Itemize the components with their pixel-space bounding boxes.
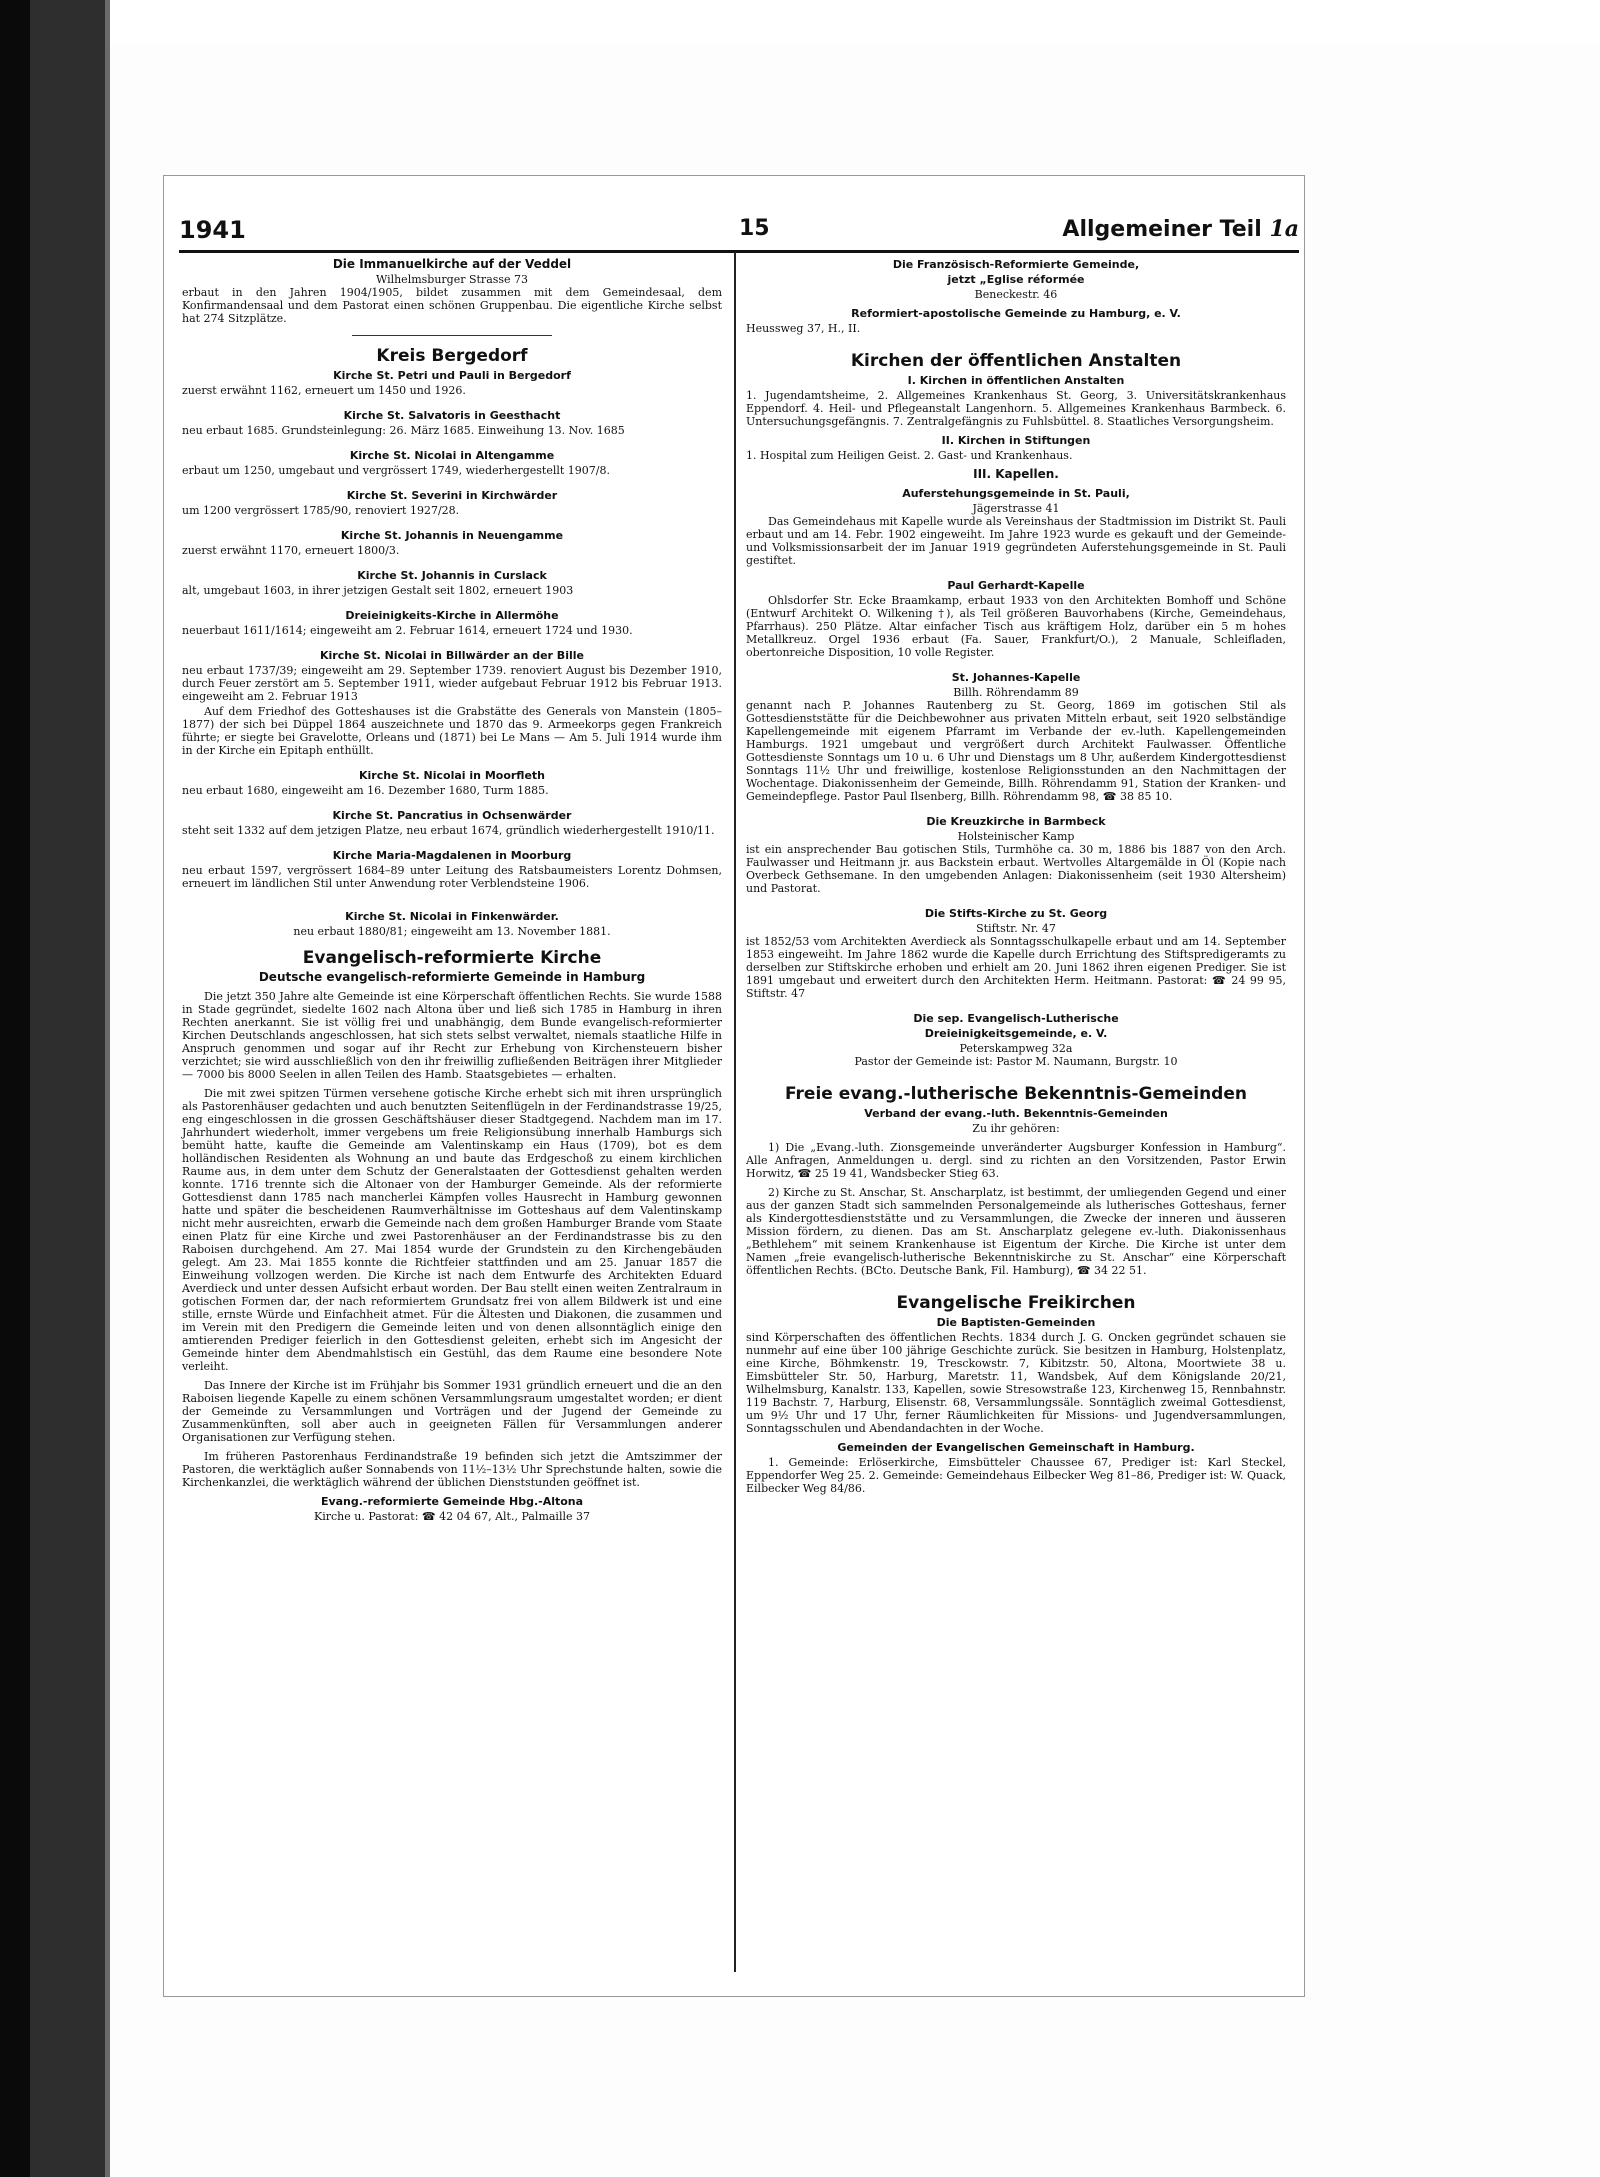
church-name: Kirche St. Severini in Kirchwärder [346, 489, 558, 502]
apost-address: Heussweg 37, H., II. [746, 322, 861, 335]
column-divider [734, 252, 736, 1972]
church-name: Kirche St. Salvatoris in Geesthacht [343, 409, 561, 422]
dreieinig-text: Pastor der Gemeinde ist: Pastor M. Naumann, Burgstr. 10 [854, 1055, 1178, 1068]
altona-title: Evang.-reformierte Gemeinde Hbg.-Altona [320, 1495, 584, 1508]
header-section: Allgemeiner Teil 1a [1062, 216, 1299, 242]
document-page [163, 175, 1305, 1997]
anstalten-s1-title: I. Kirchen in öffentlichen Anstalten [907, 374, 1125, 387]
church-text: zuerst erwähnt 1162, erneuert um 1450 und 1926. [182, 384, 466, 397]
kapelle-address: Jägerstrasse 41 [972, 502, 1060, 515]
kapelle-name: Die Stifts-Kirche zu St. Georg [924, 907, 1108, 920]
bekenntnis-subtitle: Verband der evang.-luth. Bekenntnis-Gemeinden [864, 1107, 1168, 1120]
kapelle-text: Ohlsdorfer Str. Ecke Braamkamp, erbaut 1933 von den Architekten Bomhoff und Schöne (Entwurf Architekt O. Wilkening †), als Teil größeren Bauvorhabens (Kirche, Gemeindehaus, Pfarrhaus). 250 Plätze. Altar einfacher Tisch aus kräftigem Holz, darüber ein 5 m hohes Metallkreuz. Orgel 1936 erbaut (Fa. Sauer, Frankfurt/O.), 2 Manuale, Schleifladen, obertonreiche Disposition, 10 volle Register. [746, 594, 1286, 659]
church-text: erbaut um 1250, umgebaut und vergrössert 1749, wiederhergestellt 1907/8. [182, 464, 610, 477]
anstalten-s3-title: III. Kapellen. [973, 467, 1059, 481]
franz-title: Die Französisch-Reformierte Gemeinde, [892, 258, 1140, 271]
bekenntnis-title: Freie evang.-lutherische Bekenntnis-Gemeinden [785, 1084, 1247, 1104]
church-name: Kirche St. Johannis in Neuengamme [340, 529, 564, 542]
immanuel-address: Wilhelmsburger Strasse 73 [375, 273, 529, 286]
kapelle-address: Holsteinischer Kamp [957, 830, 1075, 843]
church-text: zuerst erwähnt 1170, erneuert 1800/3. [182, 544, 400, 557]
church-name: Kirche St. Pancratius in Ochsenwärder [332, 809, 572, 822]
apost-title: Reformiert-apostolische Gemeinde zu Hamburg, e. V. [851, 307, 1181, 320]
church-text: um 1200 vergrössert 1785/90, renoviert 1927/28. [182, 504, 460, 517]
scan-dark-margin [0, 0, 30, 2177]
church-text: neu erbaut 1880/81; eingeweiht am 13. November 1881. [293, 925, 611, 938]
franz-subtitle: jetzt „Eglise réformée [947, 273, 1085, 286]
church-name: Kirche St. Petri und Pauli in Bergedorf [333, 369, 571, 382]
freikirchen-title: Evangelische Freikirchen [896, 1293, 1136, 1313]
church-text: neu erbaut 1680, eingeweiht am 16. Dezember 1680, Turm 1885. [182, 784, 549, 797]
immanuel-title: Die Immanuelkirche auf der Veddel [332, 257, 572, 271]
anstalten-s2-title: II. Kirchen in Stiftungen [941, 434, 1091, 447]
reformiert-paragraph: Die mit zwei spitzen Türmen versehene gotische Kirche erhebt sich mit ihren ursprünglich als Pastorenhäuser gedachten und auch benutzten Seitenflügeln in der Ferdinandstrasse 19/25, eng eingeschlossen in die grossen Geschäftshäuser dieser Stadtgegend. Nachdem man im 17. Jahrhundert wiederholt, immer vergebens um freie Religionsübung innerhalb Hamburgs sich bemüht hatte, kaufte die Gemeinde am Valentinskamp ein Haus (1709), bot es dem holländischen Residenten als Wohnung an und baute das Erdgeschoß zu einem kirchlichen Raume aus, in dem unter dem Schutz der Generalstaaten der Gottesdienst gehalten werden konnte. 1716 trennte sich die Altonaer von der Hamburger Gemeinde. Als der reformierte Gottesdienst dann 1785 nach mancherlei Kämpfen volles Hausrecht in Hamburg gewonnen hatte und später die bescheidenen Raumverhältnisse im Gotteshaus auf dem Valentinskamp nicht mehr ausreichten, erwarb die Gemeinde nach dem großen Hamburger Brande vom Staate einen Platz für eine Kirche und zwei Pastorenhäuser an der Ferdinandstrasse bis zu den Raboisen durchgehend. Am 27. Mai 1854 wurde der Grundstein zu den Kirchengebäuden gelegt. Am 23. Mai 1855 konnte die Richtfeier stattfinden und am 25. Januar 1857 die Einweihung vollzogen werden. Die Kirche ist nach dem Entwurfe des Architekten Eduard Averdieck und unter dessen Aufsicht erbaut worden. Der Bau stellt einen weiten Zentralraum in gotischen Formen dar, der nach reformiertem Grundsatz frei von allem Bildwerk ist und eine stille, ernste Würde und Einfachheit atmet. Für die Ältesten und Diakonen, die zusammen und im Verein mit den Predigern die Gemeinde leiten und von denen allsonntäglich einige den amtierenden Prediger feierlich in den Gottesdienst geleiten, erhebt sich im Angesicht der Gemeinde hinter dem Abendmahlstisch ein Gestühl, das dem Raume eine besondere Note verleiht. [182, 1087, 722, 1373]
dreieinig-title2: Dreieinigkeitsgemeinde, e. V. [924, 1027, 1108, 1040]
bekenntnis-item: 2) Kirche zu St. Anschar, St. Anscharplatz, ist bestimmt, der umliegenden Gegend und einer aus der ganzen Stadt sich sammelnden Personalgemeinde als lutherisches Gotteshaus, ferner als Kindergottesdienststätte und zu Versammlungen, die Zwecke der inneren und äusseren Mission fördern, zu dienen. Das am St. Anscharplatz gelegene ev.-luth. Diakonissenhaus „Bethlehem“ mit seinem Krankenhause ist Eigentum der Kirche. Die Kirche ist unter dem Namen „freie evangelisch-lutherische Bekenntniskirche zu St. Anschar“ eine Körperschaft öffentlichen Rechts. (BCto. Deutsche Bank, Fil. Hamburg), ☎ 34 22 51. [746, 1186, 1286, 1277]
franz-address: Beneckestr. 46 [974, 288, 1058, 301]
kapelle-address: Billh. Röhrendamm 89 [953, 686, 1079, 699]
church-text: neu erbaut 1685. Grundsteinlegung: 26. März 1685. Einweihung 13. Nov. 1685 [182, 424, 625, 437]
kapelle-name: Die Kreuzkirche in Barmbeck [926, 815, 1106, 828]
dreieinig-title: Die sep. Evangelisch-Lutherische [913, 1012, 1119, 1025]
reformiert-paragraph: Die jetzt 350 Jahre alte Gemeinde ist eine Körperschaft öffentlichen Rechts. Sie wurde 1588 in Stade gegründet, siedelte 1602 nach Altona über und ließ sich 1785 in Hamburg in ihren Rechten anerkannt. Sie ist völlig frei und unabhängig, dem Bunde evangelisch-reformierter Kirchen Deutschlands angeschlossen, hat sich stets selbst verwaltet, niemals staatliche Hilfe in Anspruch genommen und sogar auf ihr Recht zur Erhebung von Kirchensteuern bisher verzichtet; sie wird ausschließlich von den ihr freiwillig zufließenden Beiträgen ihrer Mitglieder — 7000 bis 8000 Seelen in allen Teilen des Hamb. Staatsgebietes — erhalten. [182, 990, 722, 1081]
baptisten-text: sind Körperschaften des öffentlichen Rechts. 1834 durch J. G. Oncken gegründet schauen sie nunmehr auf eine über 100 jährige Geschichte zurück. Sie besitzen in Hamburg, Holstenplatz, eine Kirche, Böhmkenstr. 19, Tresckowstr. 7, Kibitzstr. 50, Altona, Moortwiete 38 u. Eimsbütteler Str. 50, Harburg, Maretstr. 11, Wandsbek, Auf dem Königslande 20/21, Wilhelmsburg, Kanalstr. 133, Kapellen, sowie Stresowstraße 123, Kirchenweg 15, Rennbahnstr. 119 Bachstr. 7, Harburg, Elisenstr. 68, Versammlungssäle. Sonntäglich zweimal Gottesdienst, um 9½ Uhr und 17 Uhr, ferner Räumlichkeiten für Missions- und Jugendversammlungen, Sonntagsschulen und Abendandachten in der Woche. [746, 1331, 1286, 1435]
church-text: neu erbaut 1597, vergrössert 1684–89 unter Leitung des Ratsbaumeisters Lorentz Dohmsen, erneuert im ländlichen Stil unter Anwendung roter Verblendsteine 1906. [182, 864, 722, 890]
left-column [182, 258, 722, 1525]
kapelle-name: Auferstehungsgemeinde in St. Pauli, [902, 487, 1130, 500]
reformiert-paragraph: Im früheren Pastorenhaus Ferdinandstraße 19 befinden sich jetzt die Amtszimmer der Pastoren, die werktäglich außer Sonnabends von 11½–13½ Uhr Sprechstunde halten, sowie die Kirchenkanzlei, die werktäglich während der üblichen Dienststunden geöffnet ist. [182, 1450, 722, 1489]
baptisten-title: Die Baptisten-Gemeinden [936, 1316, 1096, 1329]
church-name: Kirche St. Nicolai in Moorfleth [358, 769, 546, 782]
reformiert-paragraph: Das Innere der Kirche ist im Frühjahr bis Sommer 1931 gründlich erneuert und die an den Raboisen liegende Kapelle zu einem schönen Versammlungsraum umgestaltet worden; er dient der Gemeinde zu Versammlungen und Vorträgen und der Jugend der Gemeinde zu Zusammenkünften, soll aber auch in geeigneten Fällen für Versammlungen anderer Organisationen zur Verfügung stehen. [182, 1379, 722, 1444]
church-text: neuerbaut 1611/1614; eingeweiht am 2. Februar 1614, erneuert 1724 und 1930. [182, 624, 633, 637]
anstalten-s2-text: 1. Hospital zum Heiligen Geist. 2. Gast- und Krankenhaus. [746, 449, 1073, 462]
immanuel-text: erbaut in den Jahren 1904/1905, bildet zusammen mit dem Gemeindesaal, dem Konfirmandensaal und dem Pastorat einen schönen Gruppenbau. Die eigentliche Kirche selbst hat 274 Sitzplätze. [182, 286, 722, 325]
separator [352, 335, 552, 336]
kapelle-address: Stiftstr. Nr. 47 [976, 922, 1056, 935]
kapelle-text: Das Gemeindehaus mit Kapelle wurde als Vereinshaus der Stadtmission im Distrikt St. Pauli erbaut und am 14. Febr. 1902 eingeweiht. Im Jahre 1923 wurde es gekauft und der Gemeinde- und Volksmissionsarbeit der im Januar 1919 gegründeten Auferstehungsgemeinde in St. Pauli gestiftet. [746, 515, 1286, 567]
bergedorf-title: Kreis Bergedorf [376, 346, 528, 366]
anstalten-title: Kirchen der öffentlichen Anstalten [850, 351, 1182, 371]
dreieinig-address: Peterskampweg 32a [959, 1042, 1073, 1055]
bekenntnis-intro: Zu ihr gehören: [972, 1122, 1060, 1135]
church-name: Kirche St. Johannis in Curslack [357, 569, 547, 582]
altona-text: Kirche u. Pastorat: ☎ 42 04 67, Alt., Palmaille 37 [314, 1510, 590, 1523]
gemeinschaft-text: 1. Gemeinde: Erlöserkirche, Eimsbütteler Chaussee 67, Prediger ist: Karl Steckel, Eppendorfer Weg 25. 2. Gemeinde: Gemeindehaus Eilbecker Weg 81–86, Prediger ist: W. Quack, Eilbecker Weg 84/86. [746, 1456, 1286, 1495]
page-number: 15 [739, 216, 770, 241]
page-header [179, 216, 1319, 252]
kapelle-name: St. Johannes-Kapelle [951, 671, 1081, 684]
header-rule [179, 250, 1299, 253]
church-text: alt, umgebaut 1603, in ihrer jetzigen Gestalt seit 1802, erneuert 1903 [182, 584, 574, 597]
kapelle-name: Paul Gerhardt-Kapelle [947, 579, 1085, 592]
church-text: steht seit 1332 auf dem jetzigen Platze, neu erbaut 1674, gründlich wiederhergestellt 1910/11. [182, 824, 715, 837]
kapelle-text: ist ein ansprechender Bau gotischen Stils, Turmhöhe ca. 30 m, 1886 bis 1887 von den Arch. Faulwasser und Heitmann jr. aus Backstein erbaut. Wertvolles Altargemälde in Öl (Kopie nach Overbeck Gethsemane. In den umgebenden Anlagen: Diakonissenheim (seit 1930 Altersheim) und Pastorat. [746, 843, 1286, 895]
reformiert-subtitle: Deutsche evangelisch-reformierte Gemeinde in Hamburg [258, 970, 646, 984]
anstalten-s1-text: 1. Jugendamtsheime, 2. Allgemeines Krankenhaus St. Georg, 3. Universitätskrankenhaus Eppendorf. 4. Heil- und Pflegeanstalt Langenhorn. 5. Allgemeines Krankenhaus Barmbeck. 6. Untersuchungsgefängnis. 7. Zentralgefängnis zu Fuhlsbüttel. 8. Staatliches Versorgungsheim. [746, 389, 1286, 428]
reformiert-title: Evangelisch-reformierte Kirche [302, 948, 602, 968]
church-name: Dreieinigkeits-Kirche in Allermöhe [345, 609, 559, 622]
kapelle-text: ist 1852/53 vom Architekten Averdieck als Sonntagsschulkapelle erbaut und am 14. September 1853 eingeweiht. Im Jahre 1862 wurde die Kapelle durch Errichtung des Stiftspredigeramts zu derselben zur Stiftskirche erhoben und erhielt am 20. Juni 1862 ihren eigenen Prediger. Sie ist 1891 umgebaut und erweitert durch den Architekten Herm. Heitmann. Pastorat: ☎ 24 99 95, Stiftstr. 47 [746, 935, 1286, 1000]
church-name: Kirche St. Nicolai in Altengamme [349, 449, 555, 462]
bekenntnis-item: 1) Die „Evang.-luth. Zionsgemeinde unveränderter Augsburger Konfession in Hamburg“. Alle Anfragen, Anmeldungen u. dergl. sind zu richten an den Vorsitzenden, Pastor Erwin Horwitz, ☎ 25 19 41, Wandsbecker Stieg 63. [746, 1141, 1286, 1180]
gemeinschaft-title: Gemeinden der Evangelischen Gemeinschaft in Hamburg. [837, 1441, 1195, 1454]
church-name: Kirche Maria-Magdalenen in Moorburg [332, 849, 572, 862]
header-year: 1941 [179, 216, 246, 244]
kapelle-text: genannt nach P. Johannes Rautenberg zu St. Georg, 1869 im gotischen Stil als Gottesdienststätte für die Deichbewohner aus privaten Mitteln erbaut, seit 1920 selbständige Kapellengemeinde mit eigenem Pfarramt im Verbande der ev.-luth. Kapellengemeinden Hamburgs. 1921 umgebaut und vergrößert durch Architekt Faulwasser. Öffentliche Gottesdienste Sonntags um 10 u. 6 Uhr und Dienstags um 8 Uhr, außerdem Kindergottesdienst Sonntags 11½ Uhr und freiwillige, kostenlose Religionsstunden an den Nachmittagen der Wochentage. Diakonissenheim der Gemeinde, Billh. Röhrendamm 91, Station der Kranken- und Gemeindepflege. Pastor Paul Ilsenberg, Billh. Röhrendamm 98, ☎ 38 85 10. [746, 699, 1286, 803]
scan-binding-shadow [30, 0, 105, 2177]
church-text: neu erbaut 1737/39; eingeweiht am 29. September 1739. renoviert August bis Dezember 1910, durch Feuer zerstört am 5. September 1911, wieder aufgebaut Februar 1912 bis Februar 1913. eingeweiht am 2. Februar 1913 [182, 664, 722, 703]
church-name: Kirche St. Nicolai in Finkenwärder. [345, 910, 559, 923]
church-name: Kirche St. Nicolai in Billwärder an der Bille [320, 649, 584, 662]
church-text: Auf dem Friedhof des Gotteshauses ist die Grabstätte des Generals von Manstein (1805–1877) der sich bei Düppel 1864 auszeichnete und 1870 das 9. Armeekorps gegen Frankreich führte; er siegte bei Gravelotte, Orleans und (1871) bei Le Mans — Am 5. Juli 1914 wurde ihm in der Kirche ein Epitaph enthüllt. [182, 705, 722, 757]
right-column [746, 258, 1286, 1497]
